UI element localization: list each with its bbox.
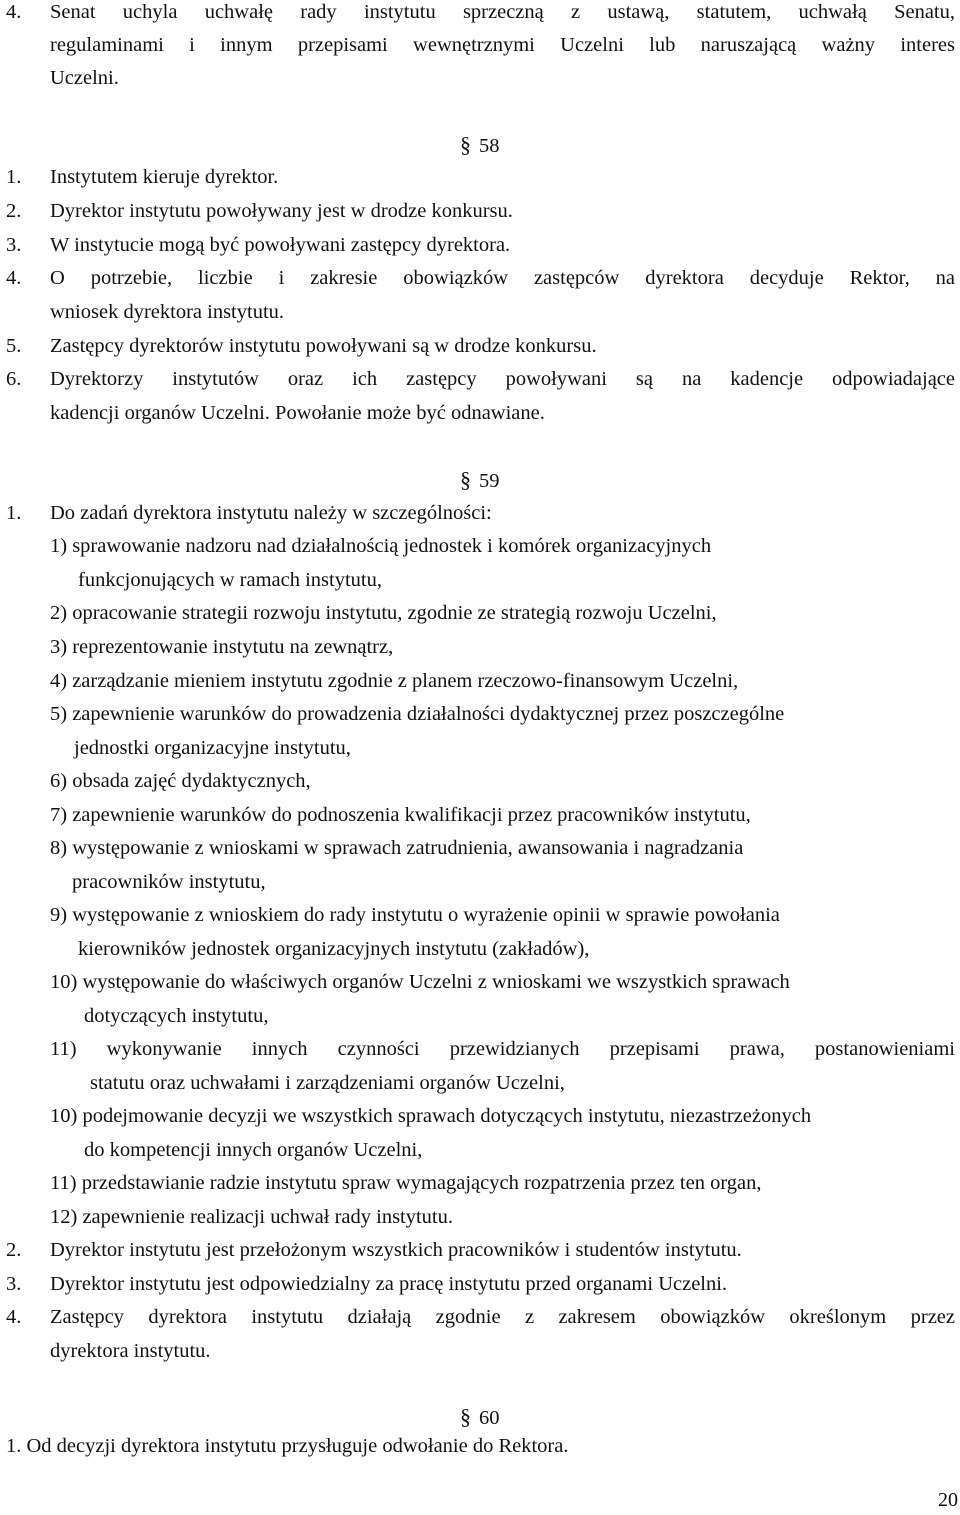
list-item-line: [0, 1033, 960, 1066]
list-item-text: 1) sprawowanie nadzoru nad działalnością jednostek i komórek organizacyjnych: [50, 535, 712, 557]
paragraph-text: 1. Od decyzji dyrektora instytutu przysługuje odwołanie do Rektora.: [6, 1435, 569, 1457]
paragraph-number: 1.: [6, 166, 22, 188]
paragraph-line: [0, 1234, 960, 1267]
list-item-line: [0, 1201, 960, 1234]
list-item-text: dotyczących instytutu,: [84, 1005, 269, 1027]
list-item-line: [0, 597, 960, 630]
paragraph-text: Dyrektor instytutu powoływany jest w drodze konkursu.: [50, 200, 513, 222]
paragraph-text: Uczelni.: [50, 67, 119, 89]
list-item-text: 11) wykonywanie innych czynności przewidzianych przepisami prawa, postanowieniami: [50, 1038, 955, 1060]
list-item-text: 9) występowanie z wnioskiem do rady instytutu o wyrażenie opinii w sprawie powołania: [50, 904, 780, 926]
paragraph-text: Instytutem kieruje dyrektor.: [50, 166, 279, 188]
paragraph-text: Senat uchyla uchwałę rady instytutu sprzeczną z ustawą, statutem, uchwałą Senatu,: [50, 1, 955, 23]
list-item-text: 6) obsada zajęć dydaktycznych,: [50, 770, 311, 792]
paragraph-line: [0, 1268, 960, 1301]
section-heading-58: [460, 128, 500, 161]
list-item-line: [0, 899, 960, 932]
list-item-line: [0, 966, 960, 999]
paragraph-text: Dyrektorzy instytutów oraz ich zastępcy powoływani są na kadencje odpowiadające: [50, 368, 955, 390]
list-item-line: [0, 1067, 960, 1100]
paragraph-line: [0, 195, 960, 228]
page-number: 20: [938, 1489, 958, 1511]
paragraph-text: Dyrektor instytutu jest przełożonym wszystkich pracowników i studentów instytutu.: [50, 1239, 742, 1261]
paragraph-text: Zastępcy dyrektora instytutu działają zgodnie z zakresem obowiązków określonym przez: [50, 1306, 955, 1328]
paragraph-line: [0, 497, 960, 530]
paragraph-number: 1.: [6, 502, 22, 524]
list-item-text: 10) występowanie do właściwych organów Uczelni z wnioskami we wszystkich sprawach: [50, 971, 790, 993]
list-item-text: 11) przedstawianie radzie instytutu spraw wymagających rozpatrzenia przez ten organ,: [50, 1172, 762, 1194]
section-sign: §: [460, 132, 471, 157]
list-item-line: [0, 564, 960, 597]
section-number: 59: [479, 470, 500, 492]
list-item-line: [0, 1100, 960, 1133]
paragraph-line: [0, 29, 960, 62]
paragraph-text: Zastępcy dyrektorów instytutu powoływani są w drodze konkursu.: [50, 335, 597, 357]
paragraph-text: Dyrektor instytutu jest odpowiedzialny za pracę instytutu przed organami Uczelni.: [50, 1273, 728, 1295]
paragraph-line: [0, 62, 960, 95]
list-item-text: do kompetencji innych organów Uczelni,: [84, 1139, 423, 1161]
list-item-text: 12) zapewnienie realizacji uchwał rady instytutu.: [50, 1206, 454, 1228]
paragraph-line: [0, 1335, 960, 1368]
paragraph-line: [0, 1301, 960, 1334]
paragraph-line: [0, 161, 960, 194]
list-item-text: 3) reprezentowanie instytutu na zewnątrz,: [50, 636, 394, 658]
paragraph-text: W instytucie mogą być powoływani zastępcy dyrektora.: [50, 234, 511, 256]
section-heading-59: [460, 463, 500, 496]
paragraph-line: [0, 0, 960, 29]
paragraph-number: 2.: [6, 200, 22, 222]
paragraph-line: [0, 1430, 960, 1463]
list-item-line: [0, 1167, 960, 1200]
paragraph-number: 5.: [6, 335, 22, 357]
list-item-line: [0, 1134, 960, 1167]
list-item-text: statutu oraz uchwałami i zarządzeniami organów Uczelni,: [90, 1072, 565, 1094]
list-item-line: [0, 631, 960, 664]
list-item-line: [0, 799, 960, 832]
list-item-line: [0, 698, 960, 731]
list-item-line: [0, 866, 960, 899]
list-item-line: [0, 933, 960, 966]
list-item-text: pracowników instytutu,: [72, 871, 266, 893]
section-sign: §: [460, 467, 471, 492]
list-item-line: [0, 665, 960, 698]
list-item-text: 5) zapewnienie warunków do prowadzenia działalności dydaktycznej przez poszczególne: [50, 703, 785, 725]
section-heading-60: [460, 1400, 500, 1433]
section-number: 60: [479, 1407, 500, 1429]
paragraph-text: regulaminami i innym przepisami wewnętrznymi Uczelni lub naruszającą ważny interes: [50, 34, 955, 56]
paragraph-number: 3.: [6, 234, 22, 256]
paragraph-line: [0, 330, 960, 363]
paragraph-text: dyrektora instytutu.: [50, 1340, 211, 1362]
paragraph-number: 4.: [6, 1306, 22, 1328]
paragraph-number: 3.: [6, 1273, 22, 1295]
list-item-text: jednostki organizacyjne instytutu,: [74, 737, 351, 759]
list-item-line: [0, 732, 960, 765]
paragraph-line: [0, 262, 960, 295]
paragraph-line: [0, 363, 960, 396]
list-item-text: 8) występowanie z wnioskami w sprawach zatrudnienia, awansowania i nagradzania: [50, 837, 744, 859]
paragraph-number: 4.: [6, 267, 22, 289]
list-item-line: [0, 832, 960, 865]
section-sign: §: [460, 1404, 471, 1429]
list-item-line: [0, 1000, 960, 1033]
paragraph-text: Do zadań dyrektora instytutu należy w szczególności:: [50, 502, 492, 524]
list-item-text: funkcjonujących w ramach instytutu,: [78, 569, 382, 591]
paragraph-number: 6.: [6, 368, 22, 390]
list-item-text: 7) zapewnienie warunków do podnoszenia kwalifikacji przez pracowników instytutu,: [50, 804, 751, 826]
list-item-text: 2) opracowanie strategii rozwoju instytutu, zgodnie ze strategią rozwoju Uczelni,: [50, 602, 717, 624]
paragraph-number: 2.: [6, 1239, 22, 1261]
paragraph-line: [0, 229, 960, 262]
paragraph-number: 4.: [6, 1, 22, 23]
paragraph-text: kadencji organów Uczelni. Powołanie może być odnawiane.: [50, 402, 545, 424]
list-item-line: [0, 530, 960, 563]
list-item-text: 10) podejmowanie decyzji we wszystkich sprawach dotyczących instytutu, niezastrzeżonych: [50, 1105, 812, 1127]
paragraph-text: O potrzebie, liczbie i zakresie obowiązków zastępców dyrektora decyduje Rektor, na: [50, 267, 955, 289]
list-item-text: kierowników jednostek organizacyjnych instytutu (zakładów),: [78, 938, 590, 960]
list-item-line: [0, 765, 960, 798]
section-number: 58: [479, 135, 500, 157]
list-item-text: 4) zarządzanie mieniem instytutu zgodnie z planem rzeczowo-finansowym Uczelni,: [50, 670, 739, 692]
paragraph-line: [0, 397, 960, 430]
paragraph-line: [0, 296, 960, 329]
paragraph-text: wniosek dyrektora instytutu.: [50, 301, 285, 323]
